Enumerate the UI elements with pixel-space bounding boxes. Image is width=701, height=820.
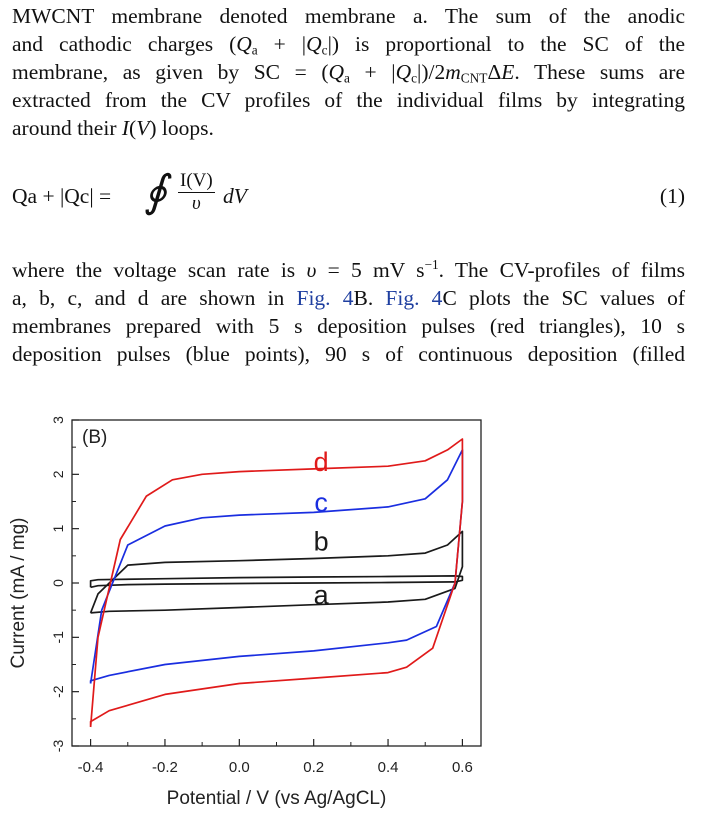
- paragraph-2: [12, 256, 685, 368]
- x-tick-label: 0.4: [377, 759, 399, 776]
- text-line: deposition pulses (blue points), 90 s of continuous deposition (filled: [12, 342, 685, 366]
- series-label-d: d: [313, 446, 329, 477]
- text-line: membrane, as given by SC = $(Q_a + |Q_c|)/2m_{CNT}\Delta E$. These sums are: [12, 60, 685, 86]
- series-label-b: b: [313, 526, 329, 557]
- contour-integral-symbol: ∮: [144, 167, 167, 216]
- x-tick-label: -0.2: [152, 759, 178, 776]
- cv-loop-a: [91, 576, 463, 587]
- equation-differential: dV: [223, 184, 247, 208]
- cv-chart: [0, 400, 701, 820]
- text-line: where the voltage scan rate is υ = 5 mV $s^{-1}$. The CV-profiles of films: [12, 257, 685, 282]
- figure-reference-link[interactable]: Fig. 4: [296, 286, 354, 310]
- text-line: membranes prepared with 5 s deposition pulses (red triangles), 10 s: [12, 314, 685, 338]
- equation-lhs: Qa + |Qc| =: [12, 184, 112, 208]
- text-line: extracted from the CV profiles of the individual films by integrating: [12, 88, 685, 112]
- y-axis-label: Current (mA / mg): [8, 517, 29, 669]
- fraction-denominator: υ: [191, 193, 201, 214]
- text-line: around their I(V) loops.: [12, 116, 214, 140]
- x-axis-ticks: [78, 739, 473, 776]
- series-label-c: c: [314, 487, 328, 518]
- y-tick-label: -3: [50, 739, 66, 753]
- text-line: and cathodic charges $(Q_a + |Q_c|)$ is proportional to the SC of the: [12, 32, 685, 58]
- equation-number: (1): [659, 184, 685, 208]
- y-tick-label: -1: [50, 631, 66, 644]
- y-tick-label: 3: [50, 416, 66, 424]
- paragraph-1: [12, 2, 685, 142]
- figure-4b: [0, 400, 701, 820]
- series-label-a: a: [313, 579, 329, 610]
- text-line: MWCNT membrane denoted membrane a. The sum of the anodic: [12, 4, 685, 28]
- x-axis-label: Potential / V (vs Ag/AgCL): [166, 788, 387, 809]
- x-tick-label: 0.0: [228, 759, 250, 776]
- y-tick-label: 1: [50, 524, 66, 533]
- text-line: a, b, c, and d are shown in Fig. 4B. Fig. 4C plots the SC values of: [12, 286, 685, 310]
- equation-fraction: [178, 170, 215, 215]
- x-tick-label: 0.2: [303, 759, 325, 776]
- fraction-numerator: I(V): [180, 170, 213, 191]
- y-tick-label: 0: [50, 579, 66, 587]
- equation-1: [12, 168, 685, 230]
- y-tick-label: -2: [50, 685, 66, 698]
- panel-label: (B): [82, 427, 108, 448]
- y-tick-label: 2: [50, 470, 66, 479]
- figure-reference-link[interactable]: Fig. 4: [385, 286, 443, 310]
- cv-loop-b: [91, 531, 463, 613]
- y-axis-ticks: [50, 416, 79, 752]
- x-tick-label: -0.4: [77, 759, 104, 776]
- cv-loop-c: [91, 450, 463, 684]
- series-layer: [91, 439, 463, 727]
- x-tick-label: 0.6: [451, 759, 473, 776]
